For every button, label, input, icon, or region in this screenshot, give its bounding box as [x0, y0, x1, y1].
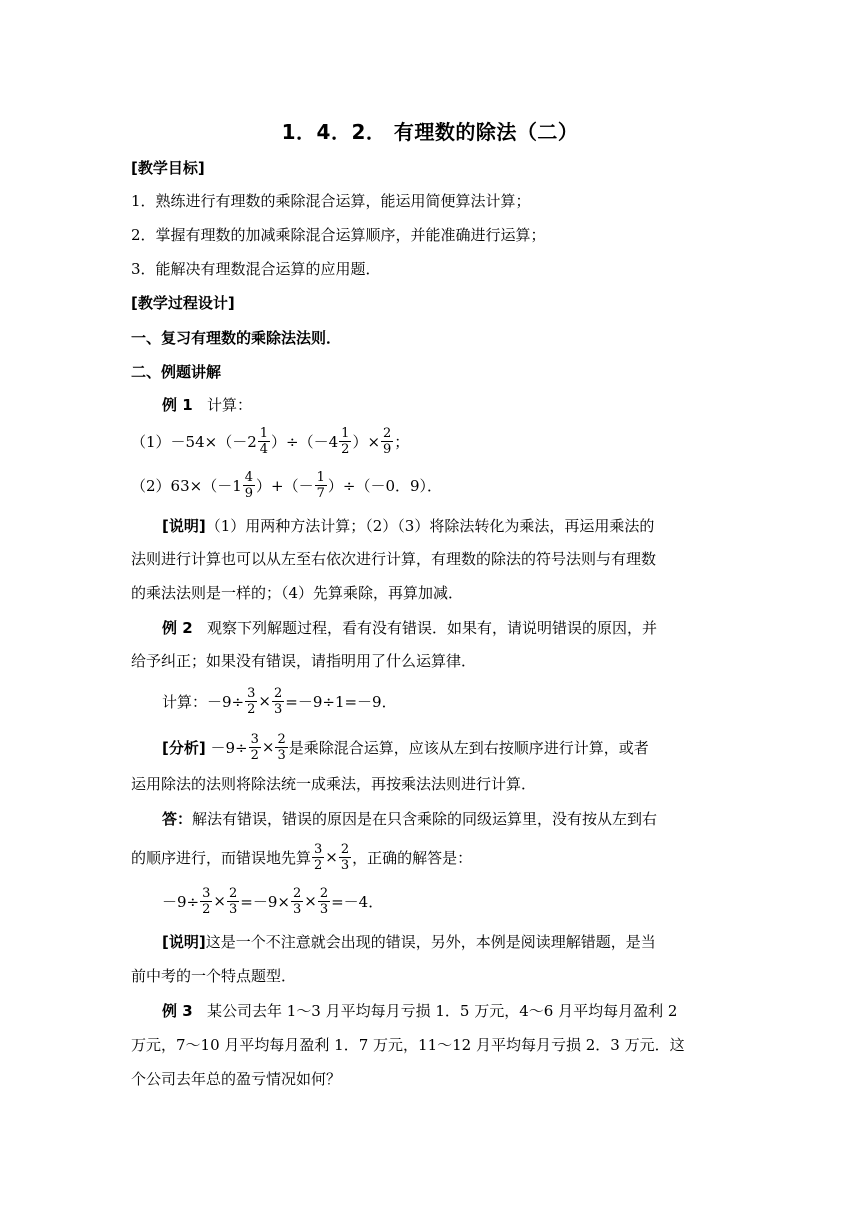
fraction: [315, 470, 327, 501]
example-1-problem-1: [131, 420, 409, 462]
numerator: 1: [259, 425, 269, 441]
fraction: [339, 426, 351, 457]
numerator: 1: [316, 469, 325, 485]
denominator: 3: [292, 901, 302, 917]
math-text: =－9×: [240, 892, 290, 911]
example-1-heading: [162, 395, 252, 415]
fraction: [312, 842, 324, 873]
analysis-text: 是乘除混合运算，应该从左到右按顺序进行计算，或者: [288, 738, 649, 757]
fraction: [258, 426, 270, 457]
example-1-text: 计算：: [206, 396, 252, 414]
denominator: 2: [202, 901, 211, 917]
example-3-label: 例 3: [162, 1002, 193, 1020]
numerator: 4: [244, 469, 254, 485]
analysis-line-2: 运用除法的法则将除法统一成乘法，再按乘法法则进行计算．: [131, 775, 537, 793]
answer-line-1: [162, 809, 657, 829]
fraction: [339, 842, 351, 873]
note-text: （1）用两种方法计算；（2）（3）将除法转化为乘法，再运用乘法的: [205, 517, 655, 535]
fraction: [318, 886, 330, 917]
denominator: 4: [259, 441, 269, 457]
numerator: 3: [250, 731, 259, 747]
answer-label: 答：: [162, 810, 193, 828]
example-2-label: 例 2: [162, 619, 193, 637]
fraction: [291, 886, 303, 917]
part-heading-review: 一、复习有理数的乘除法法则．: [131, 329, 342, 347]
example-3-line-1: [162, 1001, 677, 1021]
answer-text: 解法有错误，错误的原因是在只含乘除的同级运算里，没有按从左到右: [192, 810, 658, 828]
example-3-line-3: 个公司去年总的盈亏情况如何？: [131, 1070, 342, 1088]
fraction: [245, 686, 257, 717]
math-text: ）÷（－0．9）．: [327, 476, 443, 495]
section-heading-process: [教学过程设计]: [131, 294, 235, 312]
denominator: 3: [340, 857, 350, 873]
math-text: ×: [213, 892, 226, 910]
numerator: 2: [277, 731, 286, 747]
note-1-line-3: 的乘法法则是一样的；（4）先算乘除，再算加减．: [131, 584, 464, 602]
note-label: [说明]: [162, 933, 206, 951]
denominator: 7: [316, 485, 325, 501]
page-title: 1．4．2． 有理数的除法（二）: [281, 120, 579, 144]
math-text: =－4．: [331, 892, 384, 911]
math-text: （1）－54×（－2: [131, 432, 257, 451]
numerator: 2: [340, 841, 350, 857]
denominator: 3: [277, 747, 286, 763]
math-text: ×: [304, 892, 317, 910]
note-2-line-2: 前中考的一个特点题型．: [131, 967, 297, 985]
numerator: 1: [341, 425, 350, 441]
fraction: [227, 886, 239, 917]
example-2-line-2: 给予纠正；如果没有错误，请指明用了什么运算律．: [131, 652, 477, 670]
denominator: 2: [247, 701, 256, 717]
numerator: 3: [202, 885, 211, 901]
math-text: ）÷（－4: [271, 432, 339, 451]
answer-text: 的顺序进行，而错误地先算: [131, 848, 312, 867]
goal-item-1: 1．熟练进行有理数的乘除混合运算，能运用简便算法计算；: [131, 192, 531, 210]
denominator: 3: [228, 901, 238, 917]
denominator: 9: [244, 485, 254, 501]
fraction: [243, 470, 255, 501]
math-text: ）×: [352, 432, 381, 451]
numerator: 2: [319, 885, 329, 901]
math-text: ；: [394, 432, 410, 451]
math-text: =－9÷1=－9．: [285, 692, 397, 711]
note-label: [说明]: [162, 517, 206, 535]
fraction: [249, 732, 261, 763]
denominator: 2: [314, 857, 323, 873]
numerator: 2: [273, 685, 283, 701]
goal-item-2: 2．掌握有理数的加减乘除混合运算顺序，并能准确进行运算；: [131, 226, 546, 244]
denominator: 2: [250, 747, 259, 763]
math-text: ×: [325, 848, 338, 866]
part-heading-examples: 二、例题讲解: [131, 363, 222, 381]
answer-solution: [162, 880, 383, 922]
numerator: 2: [383, 425, 392, 441]
denominator: 9: [383, 441, 392, 457]
numerator: 3: [247, 685, 256, 701]
note-2-line-1: [162, 932, 656, 952]
note-1-line-1: [162, 516, 654, 536]
math-text: －9÷: [162, 892, 200, 911]
example-1-problem-2: [131, 464, 442, 506]
math-text: ）+（－: [256, 476, 314, 495]
example-3-line-2: 万元，7～10 月平均每月盈利 1．7 万元，11～12 月平均每月亏损 2．3 万元．这: [131, 1036, 685, 1054]
numerator: 2: [228, 885, 238, 901]
example-2-text: 观察下列解题过程，看有没有错误．如果有，请说明错误的原因，并: [206, 619, 657, 637]
example-2-line-1: [162, 618, 657, 638]
goal-item-3: 3．能解决有理数混合运算的应用题．: [131, 260, 381, 278]
note-text: 这是一个不注意就会出现的错误，另外，本例是阅读理解错题，是当: [205, 933, 656, 951]
analysis-line-1: [162, 726, 649, 768]
numerator: 3: [314, 841, 323, 857]
denominator: 3: [319, 901, 329, 917]
answer-text: ，正确的解答是：: [352, 848, 473, 867]
math-text: ×: [261, 738, 275, 756]
denominator: 2: [341, 441, 350, 457]
denominator: 3: [273, 701, 283, 717]
fraction: [381, 426, 393, 457]
fraction: [272, 686, 284, 717]
math-text: 计算：－9÷: [162, 692, 245, 711]
fraction: [275, 732, 287, 763]
answer-line-2: [131, 836, 472, 878]
analysis-label: [分析]: [162, 738, 206, 757]
math-text: －9÷: [210, 738, 248, 757]
example-3-text: 某公司去年 1～3 月平均每月亏损 1．5 万元，4～6 月平均每月盈利 2: [206, 1002, 678, 1020]
example-2-calculation: [162, 680, 397, 722]
section-heading-goals: [教学目标]: [131, 159, 205, 177]
math-text: ×: [258, 692, 271, 710]
math-text: （2）63×（－1: [131, 476, 242, 495]
example-1-label: 例 1: [162, 396, 193, 414]
note-1-line-2: 法则进行计算也可以从左至右依次进行计算，有理数的除法的符号法则与有理数: [131, 550, 657, 568]
numerator: 2: [292, 885, 302, 901]
fraction: [200, 886, 212, 917]
